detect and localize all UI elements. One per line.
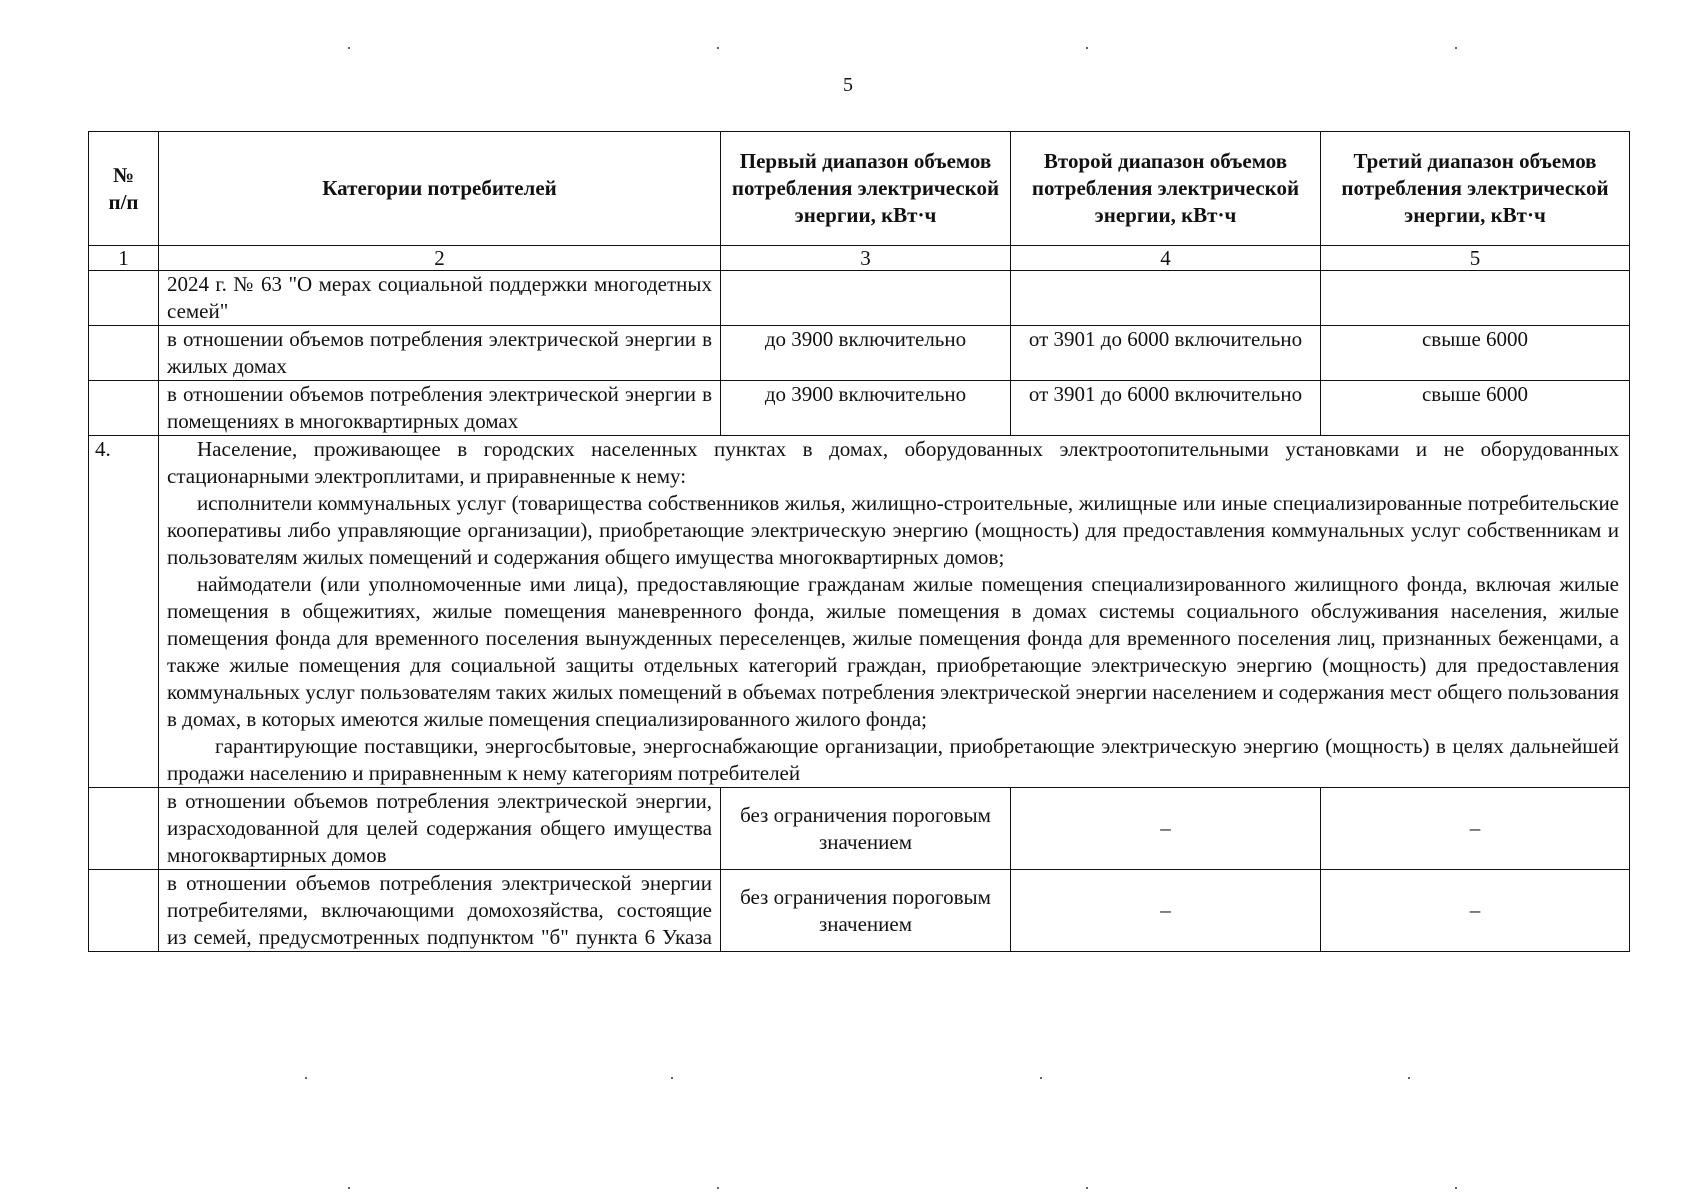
section-4-description	[159, 436, 1630, 788]
section-4-paragraph: гарантирующие поставщики, энергосбытовые, энергоснабжающие организации, приобретающие электрическую энергию (мощность) в целях дальнейшей продажи населению и приравненным к нему категориям потребителей	[167, 734, 1619, 785]
column-number: 2	[159, 246, 721, 271]
table-row	[89, 870, 1630, 952]
header-number-pp: п/п	[108, 189, 139, 214]
header-second-range: Второй диапазон объемов потребления электрической энергии, кВт·ч	[1011, 132, 1321, 246]
first-range-cell: до 3900 включительно	[721, 381, 1011, 436]
second-range-cell: –	[1011, 788, 1321, 870]
scan-speck	[671, 1077, 673, 1079]
scan-speck	[348, 1187, 350, 1189]
category-cell: в отношении объемов потребления электрической энергии в жилых домах	[159, 326, 721, 381]
scan-speck	[1455, 47, 1457, 49]
table-row	[89, 326, 1630, 381]
section-4-paragraph: наймодатели (или уполномоченные ими лица), предоставляющие гражданам жилые помещения специализированного жилищного фонда, включая жилые помещения в общежитиях, жилые помещения маневренного фонда, жилые помещения в домах системы социального обслуживания населения, жилые помещения фонда для временного поселения вынужденных переселенцев, жилые помещения фонда для временного поселения лиц, признанных беженцами, а также жилые помещения для социальной защиты отдельных категорий граждан, приобретающие электрическую энергию (мощность) для предоставления коммунальных услуг пользователям таких жилых помещений в объемах потребления электрической энергии населением и содержания мест общего пользования в домах, в которых имеются жилые помещения специализированного жилого фонда;	[167, 572, 1619, 731]
row-number: 4.	[89, 436, 159, 788]
header-number	[89, 132, 159, 246]
scan-speck	[717, 47, 719, 49]
category-cell: в отношении объемов потребления электрической энергии в помещениях в многоквартирных домах	[159, 381, 721, 436]
header-first-range: Первый диапазон объемов потребления электрической энергии, кВт·ч	[721, 132, 1011, 246]
category-cell: в отношении объемов потребления электрической энергии потребителями, включающими домохозяйства, состоящие из семей, предусмотренных подпунктом "б" пункта 6 Указа	[159, 870, 721, 952]
second-range-cell: от 3901 до 6000 включительно	[1011, 381, 1321, 436]
table-row-section-4	[89, 436, 1630, 788]
table-row	[89, 788, 1630, 870]
consumption-ranges-table	[88, 131, 1630, 952]
scan-speck	[305, 1077, 307, 1079]
second-range-cell: –	[1011, 870, 1321, 952]
column-number: 1	[89, 246, 159, 271]
table-row	[89, 271, 1630, 326]
section-4-paragraph: исполнители коммунальных услуг (товарищества собственников жилья, жилищно-строительные, жилищные или иные специализированные потребительские кооперативы либо управляющие организации), приобретающие электрическую энергию (мощность) для предоставления коммунальных услуг собственникам и пользователям жилых помещений и содержания общего имущества многоквартирных домов;	[167, 491, 1619, 569]
scan-speck	[1086, 1187, 1088, 1189]
scan-speck	[717, 1187, 719, 1189]
header-category: Категории потребителей	[159, 132, 721, 246]
column-number-row	[89, 246, 1630, 271]
second-range-cell: от 3901 до 6000 включительно	[1011, 326, 1321, 381]
column-number: 4	[1011, 246, 1321, 271]
third-range-cell: –	[1321, 788, 1630, 870]
scan-speck	[1408, 1077, 1410, 1079]
column-number: 3	[721, 246, 1011, 271]
first-range-cell: до 3900 включительно	[721, 326, 1011, 381]
scan-speck	[1455, 1187, 1457, 1189]
header-number-sign: №	[112, 162, 135, 187]
section-4-paragraph: Население, проживающее в городских населенных пунктах в домах, оборудованных электроотопительными установками и не оборудованных стационарными электроплитами, и приравненные к нему:	[167, 437, 1619, 488]
header-third-range: Третий диапазон объемов потребления электрической энергии, кВт·ч	[1321, 132, 1630, 246]
category-cell: 2024 г. № 63 "О мерах социальной поддержки многодетных семей"	[159, 271, 721, 326]
third-range-cell: свыше 6000	[1321, 381, 1630, 436]
third-range-cell: свыше 6000	[1321, 326, 1630, 381]
first-range-cell: без ограничения пороговым значением	[721, 788, 1011, 870]
third-range-cell: –	[1321, 870, 1630, 952]
scan-speck	[348, 47, 350, 49]
category-cell: в отношении объемов потребления электрической энергии, израсходованной для целей содержания общего имущества многоквартирных домов	[159, 788, 721, 870]
page-number: 5	[843, 74, 853, 96]
scan-speck	[1086, 47, 1088, 49]
table-header-row	[89, 132, 1630, 246]
scan-speck	[1040, 1077, 1042, 1079]
column-number: 5	[1321, 246, 1630, 271]
first-range-cell: без ограничения пороговым значением	[721, 870, 1011, 952]
table-row	[89, 381, 1630, 436]
